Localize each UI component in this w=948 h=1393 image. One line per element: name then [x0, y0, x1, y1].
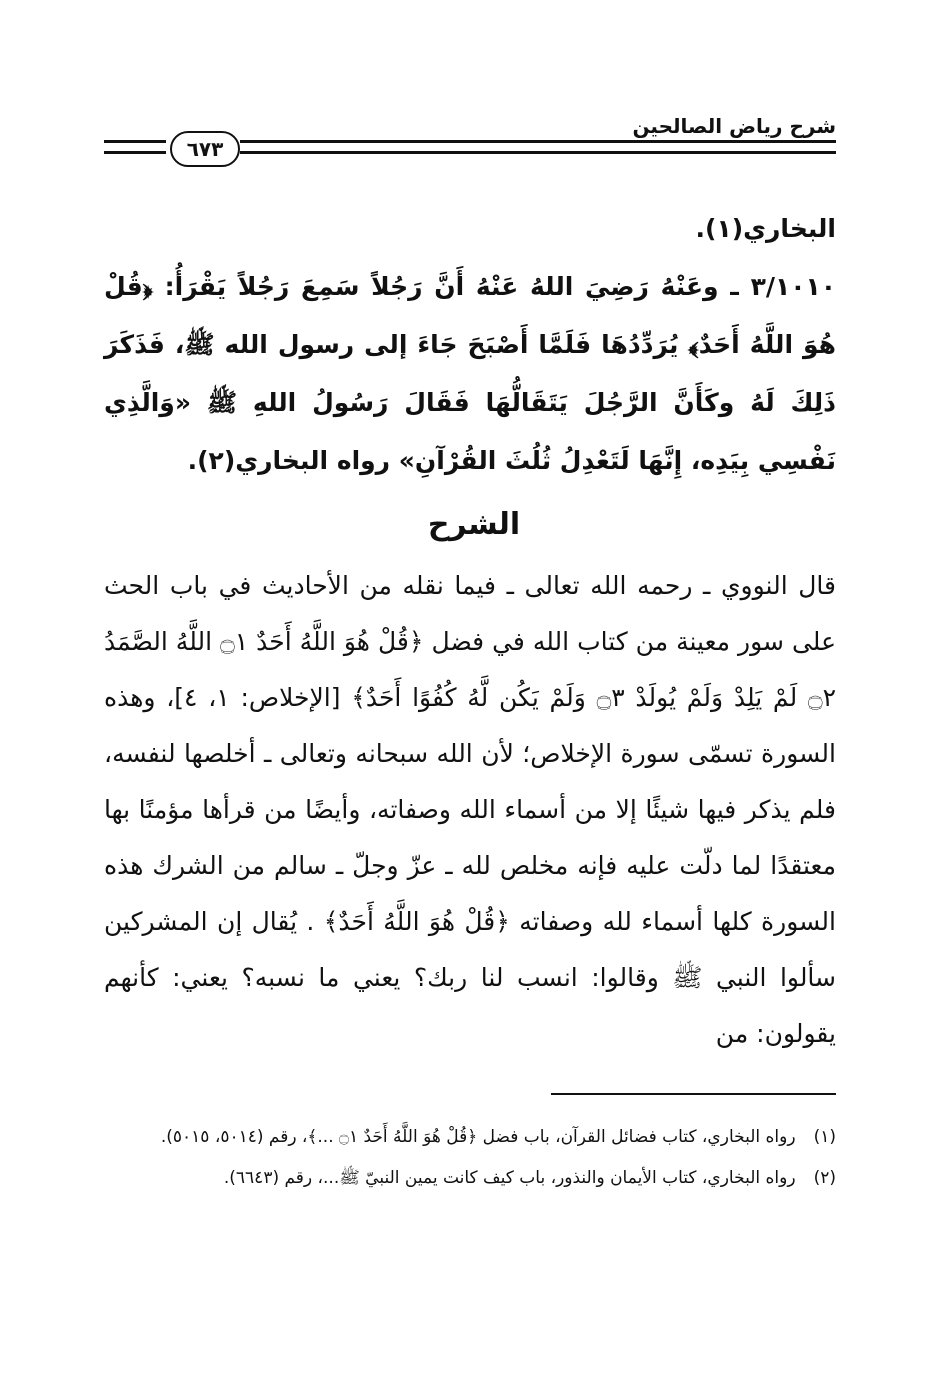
- hadith-text: ٣/١٠١٠ ـ وعَنْهُ رَضِيَ اللهُ عَنْهُ أَنَّ رَجُلاً سَمِعَ رَجُلاً يَقْرَأُ: ﴿قُلْ هُوَ اللَّهُ أَحَدٌ﴾ يُرَدِّدُهَا فَلَمَّا أَصْبَحَ جَاءَ إلى رسول الله ﷺ، فَذَكَرَ ذَلِكَ لَهُ وكَأَنَّ الرَّجُلَ يَتَقَالُّهَا فَقَالَ رَسُولُ اللهِ ﷺ «وَالَّذِي نَفْسِي بِيَدِه، إِنَّهَا لَتَعْدِلُ ثُلُثَ القُرْآنِ» رواه البخاري(٢).: [104, 272, 836, 475]
- quran-verse-ikhlas: ﴿قُلْ هُوَ اللَّهُ أَحَدٌ ۝١ اللَّهُ الصَّمَدُ ۝٢ لَمْ يَلِدْ وَلَمْ يُولَدْ ۝٣ وَلَمْ يَكُن لَّهُ كُفُوًا أَحَدٌ﴾: [104, 627, 837, 712]
- page-number-badge: [170, 131, 240, 167]
- hadith-previous-line-end: البخاري(١).: [695, 214, 836, 243]
- section-title: الشرح: [427, 507, 521, 542]
- header-rule-left-top: [104, 140, 166, 143]
- footnotes: [104, 1124, 836, 1206]
- footnote-separator: [551, 1093, 836, 1095]
- footnote-text: رواه البخاري، كتاب فضائل القرآن، باب فضل ﴿قُلْ هُوَ اللَّهُ أَحَدٌ ۝١ ...﴾، رقم (٥٠١٤، ٥٠١٥).: [160, 1127, 796, 1147]
- running-header-title: شرح رياض الصالحين: [632, 114, 836, 138]
- footnote-text: رواه البخاري، كتاب الأيمان والنذور، باب كيف كانت يمين النبيّ ﷺ...، رقم (٦٦٤٣).: [223, 1168, 796, 1188]
- header-rule-right-bottom: [240, 151, 836, 154]
- page-number: ٦٧٣: [186, 137, 224, 161]
- header-rule-right-top: [240, 140, 836, 143]
- footnote-number: (١): [813, 1127, 836, 1147]
- footnote-number: (٢): [813, 1168, 836, 1188]
- header-rule-left-bottom: [104, 151, 166, 154]
- commentary-block: [104, 558, 836, 1062]
- quran-verse-short: ﴿قُلْ هُوَ اللَّهُ أَحَدٌ﴾: [323, 907, 510, 936]
- commentary-paragraph: [104, 558, 836, 1062]
- footnote-1: [104, 1124, 836, 1151]
- footnote-2: [104, 1165, 836, 1192]
- commentary-text-part-3: . يُقال إن المشركين سألوا النبي ﷺ وقالوا: انسب لنا ربك؟ يعني ما نسبه؟ يعني: كأنهم يقولون: من: [104, 907, 836, 1048]
- commentary-text-part-2: [الإخلاص: ١، ٤]، وهذه السورة تسمّى سورة الإخلاص؛ لأن الله سبحانه وتعالى ـ أخلصها لنفسه، فلم يذكر فيها شيئًا إلا من أسماء الله وصفاته، وأيضًا من قرأها مؤمنًا بها معتقدًا لما دلّت عليه فإنه مخلص لله ـ عزّ وجلّ ـ سالم من الشرك هذه السورة كلها أسماء لله وصفاته: [104, 683, 836, 936]
- hadith-block: [104, 200, 836, 490]
- commentary-text-part-1: قال النووي ـ رحمه الله تعالى ـ فيما نقله من الأحاديث في باب الحث على سور معينة من كتاب الله في فضل: [104, 571, 836, 656]
